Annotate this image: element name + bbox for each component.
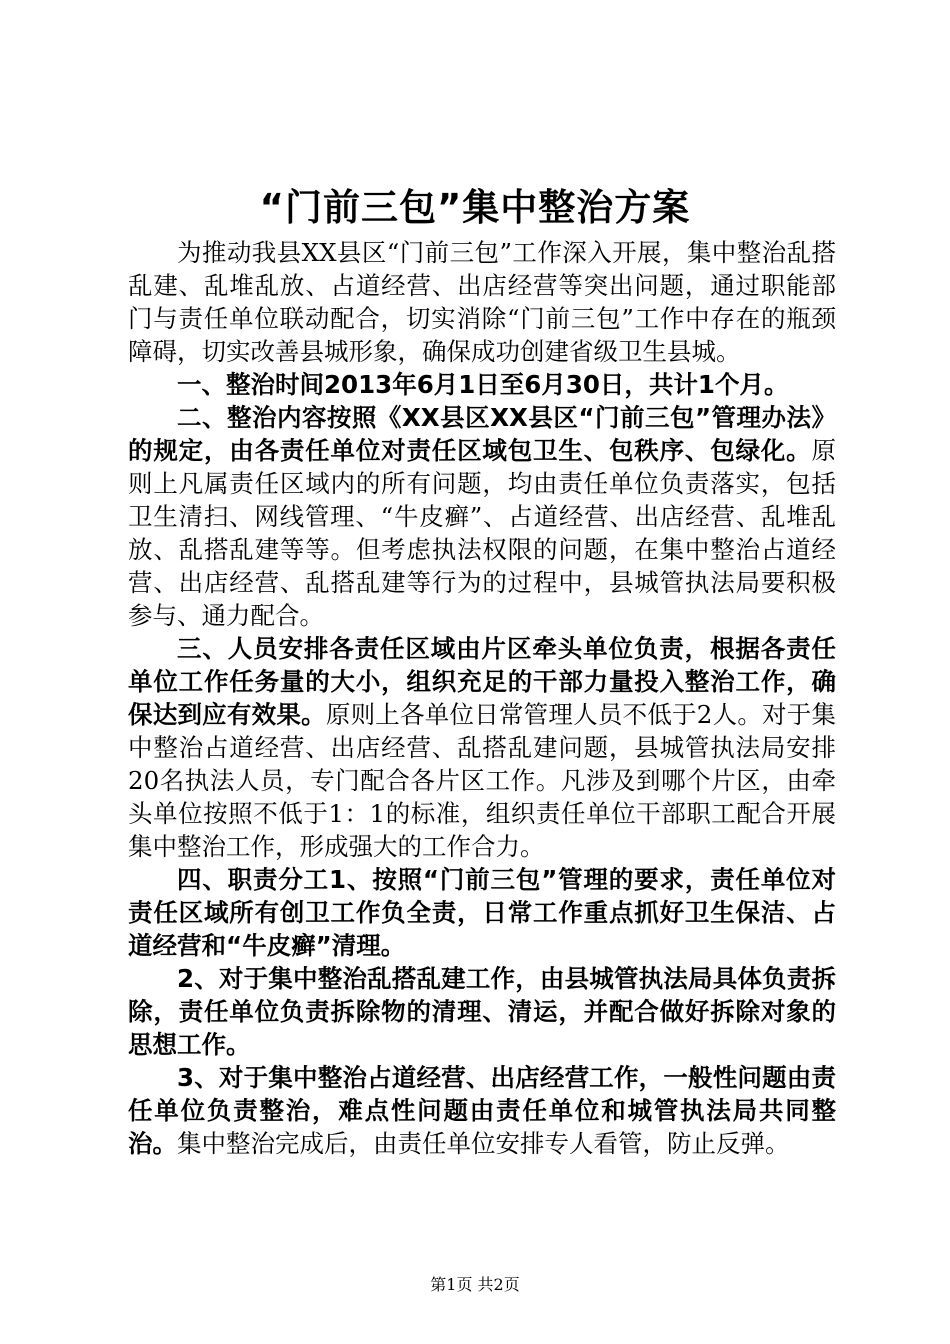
paragraph-lead: 二、整治内容按照《XX县区XX县区“门前三包”管理办法》的规定，由各责任单位对责任区域包卫生、包秩序、包绿化。	[128, 403, 836, 465]
paragraph-text: 集中整治完成后，由责任单位安排专人看管，防止反弹。	[177, 1129, 790, 1158]
paragraph-lead: 2、对于集中整治乱搭乱建工作，由县城管执法局具体负责拆除，责任单位负责拆除物的清理、清运，并配合做好拆除对象的思想工作。	[128, 964, 836, 1059]
page-number-footer: 第1页 共2页	[430, 1275, 520, 1294]
paragraph-item-3	[128, 1061, 836, 1160]
document-body	[128, 236, 836, 1160]
document-title: “门前三包”集中整治方案	[259, 186, 691, 229]
paragraph-lead: 三、人员安排各责任区域由片区牵头单位负责，根据各责任单位工作任务量的大小，组织充足的干部力量投入整治工作，确保达到应有效果。	[128, 634, 836, 729]
paragraph-text: 原则上各单位日常管理人员不低于2人。对于集中整治占道经营、出店经营、乱搭乱建问题，县城管执法局安排20名执法人员，专门配合各片区工作。凡涉及到哪个片区，由牵头单位按照不低于1：1的标准，组织责任单位干部职工配合开展集中整治工作，形成强大的工作合力。	[128, 700, 837, 861]
paragraph-lead: 一、整治时间2013年6月1日至6月30日，共计1个月。	[177, 370, 789, 399]
paragraph-lead: 3、对于集中整治占道经营、出店经营工作，一般性问题由责任单位负责整治，难点性问题由责任单位和城管执法局共同整治。	[128, 1063, 836, 1158]
paragraph-item-2	[128, 962, 836, 1061]
paragraph-section-1	[128, 368, 836, 401]
paragraph-section-3	[128, 632, 836, 863]
paragraph-section-2	[128, 401, 836, 632]
paragraph-intro	[128, 236, 836, 368]
paragraph-lead: 四、职责分工1、按照“门前三包”管理的要求，责任单位对责任区域所有创卫工作负全责，日常工作重点抓好卫生保洁、占道经营和“牛皮癣”清理。	[128, 865, 836, 960]
paragraph-text: 原则上凡属责任区域内的所有问题，均由责任单位负责落实，包括卫生清扫、网线管理、“牛皮癣”、占道经营、出店经营、乱堆乱放、乱搭乱建等等。但考虑执法权限的问题，在集中整治占道经营、出店经营、乱搭乱建等行为的过程中，县城管执法局要积极参与、通力配合。	[128, 436, 836, 630]
paragraph-text: 为推动我县XX县区“门前三包”工作深入开展，集中整治乱搭乱建、乱堆乱放、占道经营、出店经营等突出问题，通过职能部门与责任单位联动配合，切实消除“门前三包”工作中存在的瓶颈障碍，切实改善县城形象，确保成功创建省级卫生县城。	[128, 238, 836, 366]
paragraph-section-4	[128, 863, 836, 962]
